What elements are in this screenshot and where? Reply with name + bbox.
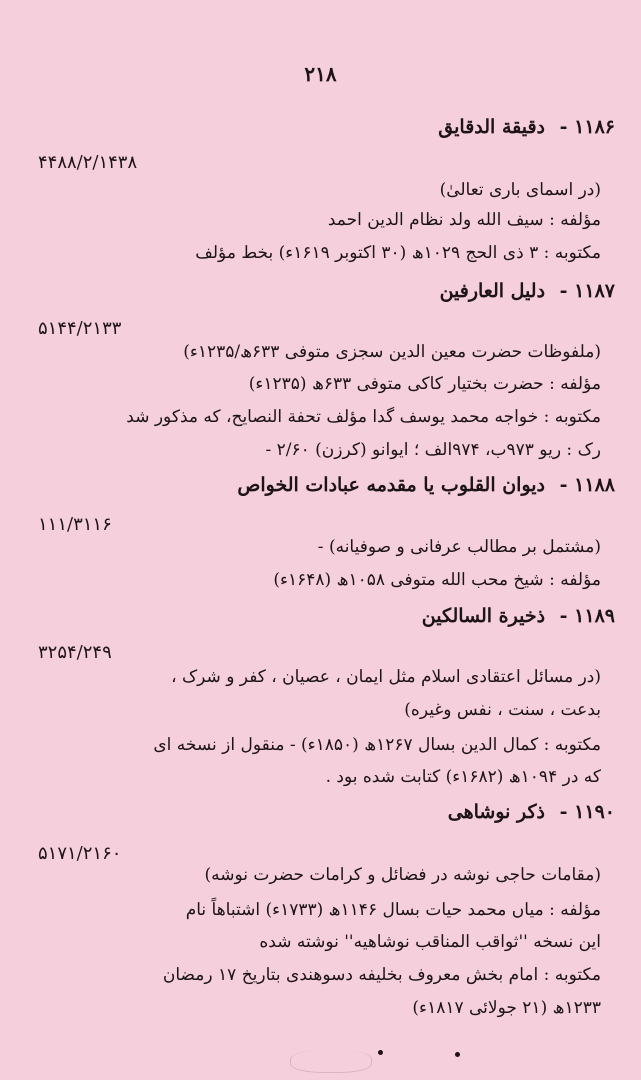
entry-line: مکتوبه : امام بخش معروف بخلیفه دسوهندی بتاریخ ۱۷ رمضان — [162, 965, 601, 985]
entry-heading — [422, 605, 615, 627]
entry-line: (ملفوظات حضرت معین الدین سجزی متوفی ۶۳۳ھ/۱۲۳۵ء) — [183, 342, 601, 362]
shelfmark: ۴۴۸۸/۲/۱۴۳۸ — [38, 152, 138, 173]
entry-line: که در ۱۰۹۴ھ (۱۶۸۲ء) کتابت شده بود . — [325, 767, 601, 787]
entry-line: رک : ریو ۹۷۳ب، ۹۷۴الف ؛ ایوانو (کرزن) ۲/۶۰ - — [265, 440, 601, 460]
entry-number: ۱۱۸۶ - — [559, 116, 615, 138]
entry-heading — [237, 474, 615, 496]
entry-title: دلیل العارفین — [439, 280, 546, 302]
entry-number: ۱۱۸۷ - — [559, 280, 615, 302]
pencil-mark — [290, 1050, 372, 1073]
entry-line: بدعت ، سنت ، نفس وغیره) — [404, 700, 601, 720]
entry-title: ذخیرة السالکین — [421, 605, 546, 627]
entry-line: مؤلفه : سیف الله ولد نظام الدین احمد — [327, 210, 601, 230]
entry-line: ۱۲۳۳ھ (۲۱ جولائی ۱۸۱۷ء) — [412, 998, 601, 1018]
entry-line: (مشتمل بر مطالب عرفانی و صوفیانه) - — [317, 537, 601, 557]
entry-title: دقیقة الدقایق — [438, 116, 546, 138]
entry-heading — [440, 280, 615, 302]
page-number: ۲۱۸ — [304, 62, 337, 86]
entry-number: ۱۱۹۰ - — [559, 801, 615, 823]
entry-title: ذکر نوشاهی — [447, 801, 546, 823]
entry-line: مؤلفه : شیخ محب الله متوفی ۱۰۵۸ھ (۱۶۴۸ء) — [273, 570, 601, 590]
entry-line: (مقامات حاجی نوشه در فضائل و کرامات حضرت نوشه) — [204, 865, 601, 885]
shelfmark: ۵۱۴۴/۲۱۳۳ — [38, 318, 122, 339]
entry-line: مکتوبه : ۳ ذی الحج ۱۰۲۹ھ (۳۰ اکتوبر ۱۶۱۹ء) بخط مؤلف — [195, 243, 601, 263]
entry-number: ۱۱۸۹ - — [559, 605, 615, 627]
entry-line: مؤلفه : میاں محمد حیات بسال ۱۱۴۶ھ (۱۷۳۳ء) اشتباهاً نام — [185, 900, 601, 920]
shelfmark: ۵۱۷۱/۲۱۶۰ — [38, 843, 122, 864]
ink-dot — [455, 1052, 460, 1057]
ink-dot — [378, 1050, 383, 1055]
entry-heading — [448, 801, 615, 823]
entry-line: مکتوبه : کمال الدین بسال ۱۲۶۷ھ (۱۸۵۰ء) - منقول از نسخه ای — [153, 735, 601, 755]
entry-line: مکتوبه : خواجه محمد یوسف گدا مؤلف تحفة النصایح، که مذکور شد — [126, 407, 601, 427]
entry-title: دیوان القلوب یا مقدمه عبادات الخواص — [237, 474, 546, 496]
entry-heading — [438, 116, 615, 138]
entry-line: مؤلفه : حضرت بختیار کاکی متوفی ۶۳۳ھ (۱۲۳۵ء) — [248, 374, 601, 394]
entry-line: (در مسائل اعتقادی اسلام مثل ایمان ، عصیان ، کفر و شرک ، — [171, 667, 601, 687]
entry-number: ۱۱۸۸ - — [559, 474, 615, 496]
entry-line: (در اسمای باری تعالیٰ) — [439, 180, 601, 200]
shelfmark: ۱۱۱/۳۱۱۶ — [38, 514, 112, 535]
shelfmark: ۳۲۵۴/۲۴۹ — [38, 642, 112, 663]
entry-line: این نسخه ''ثواقب المناقب نوشاهیه'' نوشته شده — [259, 932, 601, 952]
